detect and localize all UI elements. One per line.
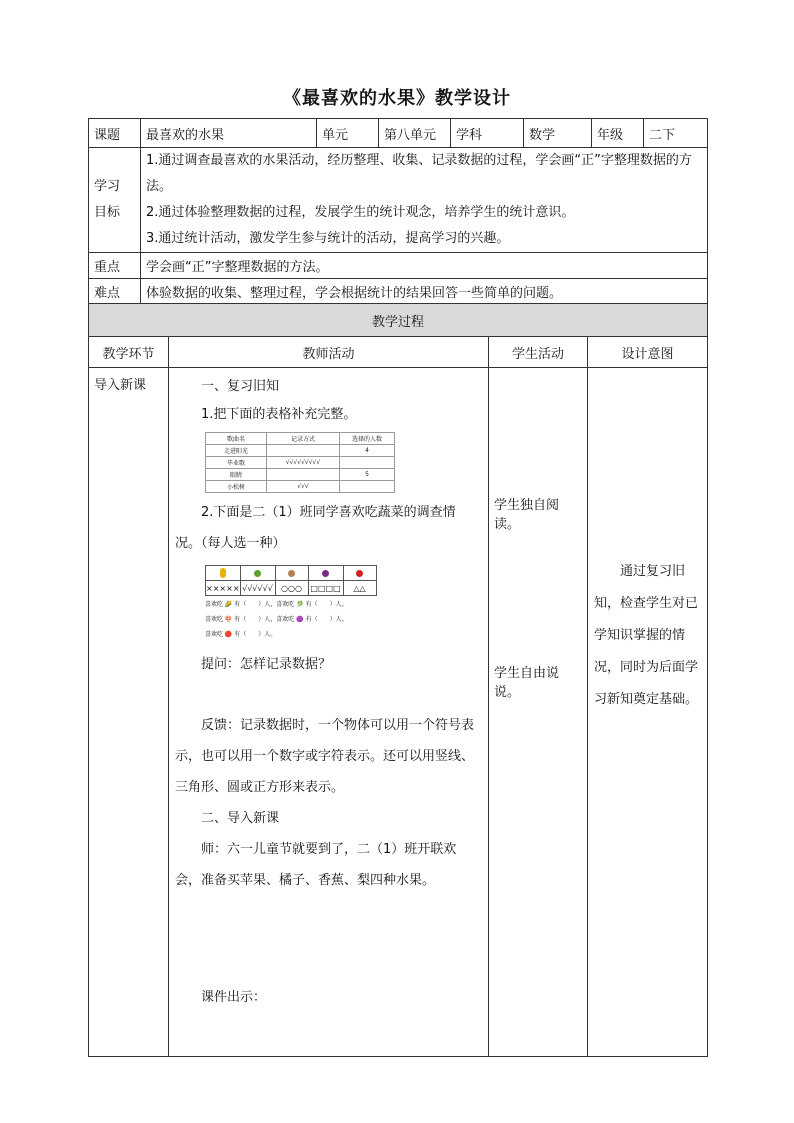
question-prompt: 提问：怎样记录数据？ [201,657,332,672]
veg-question-line: 喜欢吃 🔴 有（ ）人。 [205,631,277,638]
design-intent: 通过复习旧知，检查学生对已学知识掌握的情况，同时为后面学习新知奠定基础。 [588,368,708,1057]
subject-value: 数学 [524,119,592,148]
corn-icon [206,566,241,581]
song-table [205,432,395,493]
song-cell [340,481,395,493]
veg-question-line: 喜欢吃 🌽 有（ ）人，喜欢吃 🥬 有（ ）人。 [205,601,348,608]
cabbage-icon [240,566,275,581]
mushroom-icon [275,566,308,581]
song-cell [267,469,340,481]
page-title: 《最喜欢的水果》教学设计 [283,88,511,109]
difficulty-text: 体验数据的收集、整理过程，学会根据统计的结果回答一些简单的问题。 [141,279,708,305]
song-cell: √√√ [267,481,340,493]
key-point-label: 重点 [89,253,141,279]
song-cell: 毕业歌 [206,457,267,469]
lesson-info-table [88,118,708,305]
teaching-process-table [88,303,708,1057]
song-cell: 走进阳光 [206,445,267,457]
intro-text: 师：六一儿童节就要到了，二（1）班开联欢会，准备买苹果、橘子、香蕉、梨四种水果。 [175,842,457,888]
unit-label: 单元 [317,119,379,148]
veg-mark: ○○○ [275,581,308,596]
song-cell: 小松树 [206,481,267,493]
song-cell: √√√√√√√√√ [267,457,340,469]
unit-value: 第八单元 [379,119,451,148]
tomato-icon [343,566,376,581]
col-intent: 设计意图 [588,337,708,368]
goal-item: 2.通过体验整理数据的过程，发展学生的统计观念，培养学生的统计意识。 [146,205,575,220]
goal-item: 3.通过统计活动，激发学生参与统计的活动，提高学习的兴趣。 [146,231,510,246]
vegetable-survey-table [205,565,377,596]
grade-label: 年级 [592,119,644,148]
song-cell: 5 [340,469,395,481]
goals-label [89,148,141,253]
song-header: 歌曲名 [206,433,267,445]
veg-mark: □□□□ [308,581,343,596]
intro-heading: 二、导入新课 [201,811,280,826]
goals-content [141,148,708,253]
song-cell [267,445,340,457]
song-header: 选择的人数 [340,433,395,445]
goals-label-line2: 目标 [94,205,121,220]
song-header: 记录方式 [267,433,340,445]
key-point-text: 学会画“正”字整理数据的方法。 [141,253,708,279]
subject-label: 学科 [451,119,524,148]
student-activity [489,368,588,1057]
lesson-value: 最喜欢的水果 [141,119,317,148]
question-1: 1.把下面的表格补充完整。 [201,407,357,422]
eggplant-icon [308,566,343,581]
col-student: 学生活动 [489,337,588,368]
song-cell: 4 [340,445,395,457]
teacher-activity [169,368,489,1057]
col-teacher: 教师活动 [169,337,489,368]
student-activity-2: 学生自由说说。 [494,666,560,700]
veg-question-line: 喜欢吃 🍄 有（ ）人，喜欢吃 🟣 有（ ）人。 [205,616,348,623]
review-heading: 一、复习旧知 [201,379,280,394]
veg-mark: √√√√√√ [240,581,275,596]
goal-item: 1.通过调查最喜欢的水果活动，经历整理、收集、记录数据的过程，学会画“正”字整理数据的方法。 [146,153,692,194]
veg-mark: △△ [343,581,376,596]
student-activity-1: 学生独自阅读。 [494,498,560,532]
goals-label-line1: 学习 [94,179,121,194]
song-cell [340,457,395,469]
song-cell: 眼睛 [206,469,267,481]
question-2: 2.下面是二（1）班同学喜欢吃蔬菜的调查情况。（每人选一种） [175,505,456,551]
feedback-text: 反馈：记录数据时，一个物体可以用一个符号表示，也可以用一个数字或字符表示。还可以用竖线、三角形、圆或正方形来表示。 [175,718,475,795]
grade-value: 二下 [644,119,708,148]
veg-mark: ××××× [206,581,241,596]
stage-cell: 导入新课 [89,368,169,1057]
lesson-label: 课题 [89,119,141,148]
col-stage: 教学环节 [89,337,169,368]
difficulty-label: 难点 [89,279,141,305]
courseware-label: 课件出示： [201,990,267,1005]
process-header: 教学过程 [89,304,708,337]
